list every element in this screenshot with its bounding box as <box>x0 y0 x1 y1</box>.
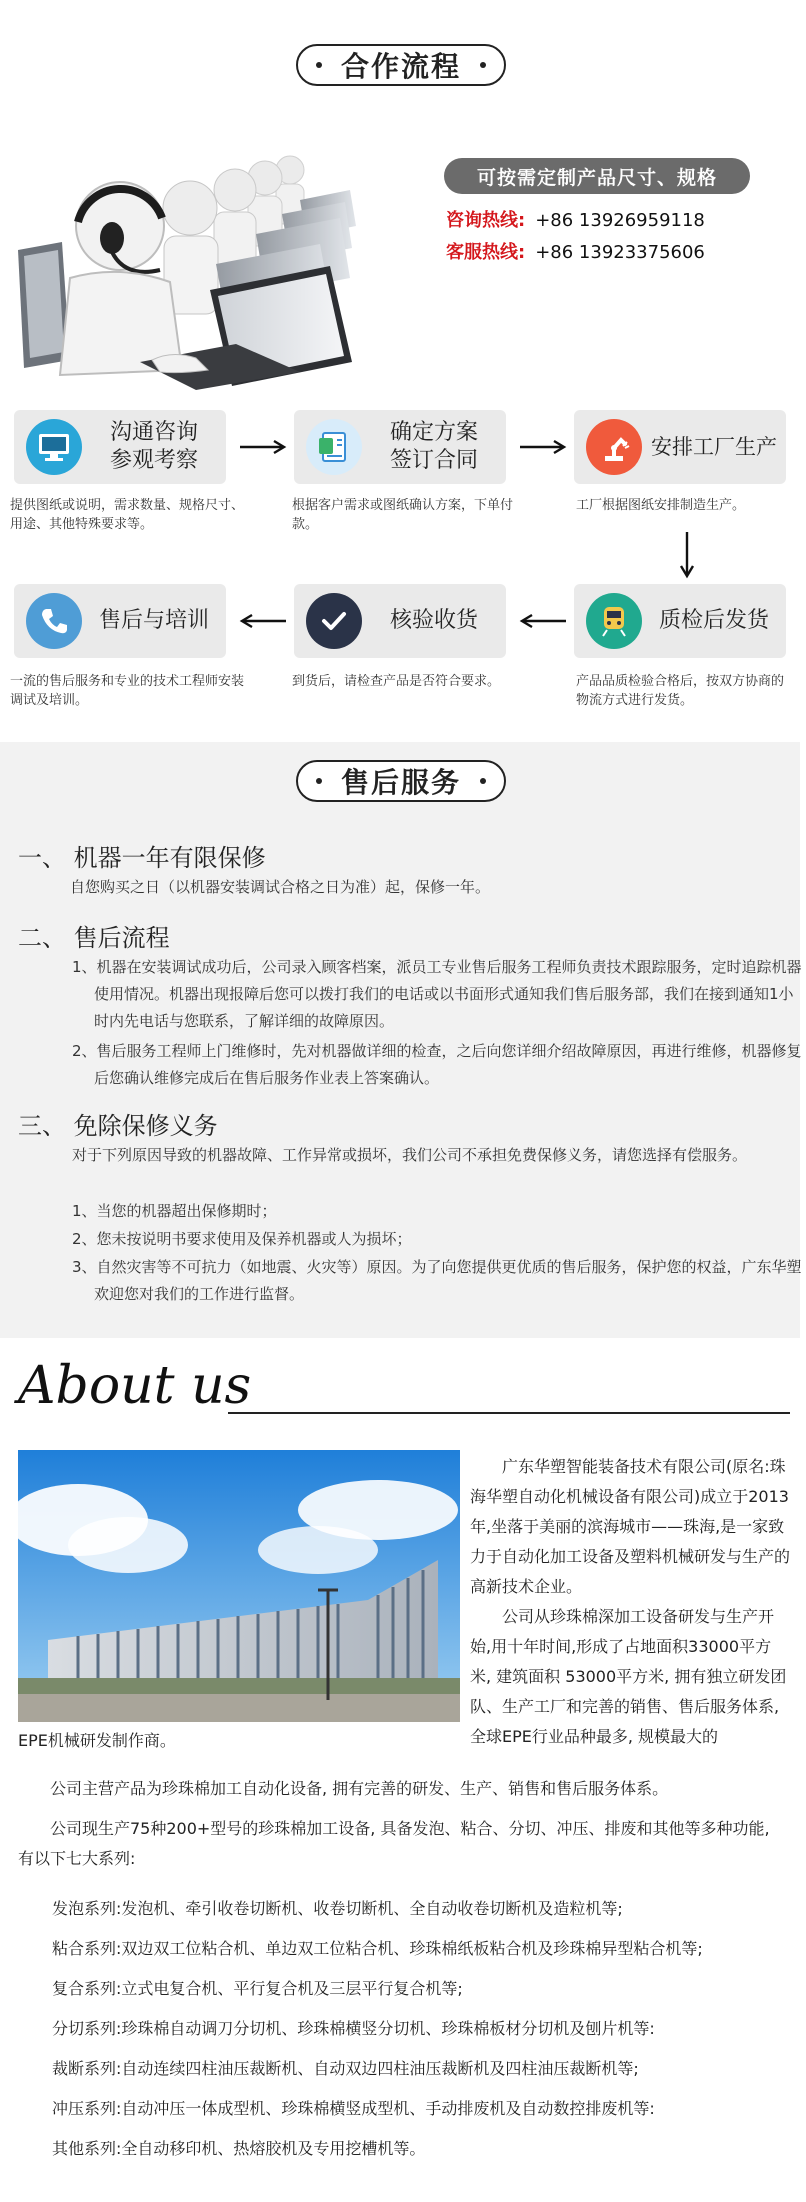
arrow-left-icon <box>238 612 288 630</box>
step-title-line: 参观考察 <box>109 448 198 473</box>
about-paragraph-2-tail: EPE机械研发制作商。 <box>18 1731 176 1750</box>
about-paragraph-2a <box>470 1602 790 1746</box>
exemption-item: 3、自然灾害等不可抗力（如地震、火灾等）原因。为了向您提供更优质的售后服务，保护您的权益，广东华塑欢迎您对我们的工作进行监督。 <box>72 1258 802 1303</box>
series-item: 复合系列:立式电复合机、平行复合机及三层平行复合机等; <box>52 1979 463 1998</box>
step-production <box>574 410 786 484</box>
step-title-line: 签订合同 <box>389 448 478 473</box>
customer-service-illustration <box>0 100 460 390</box>
step-receive-title: 核验收货 <box>389 608 478 633</box>
step-plan-title <box>362 419 506 475</box>
step-plan-desc: 根据客户需求或图纸确认方案，下单付款。 <box>292 498 514 532</box>
about-title-underline <box>228 1412 790 1414</box>
exemption-item: 1、当您的机器超出保修期时； <box>72 1202 277 1220</box>
step-aftersales-desc: 一流的售后服务和专业的技术工程师安装调试及培训。 <box>10 674 245 708</box>
bullet-dot-icon <box>316 62 322 68</box>
arrow-left-icon <box>518 612 568 630</box>
company-building-photo <box>18 1450 460 1722</box>
bullet-dot-icon <box>316 778 322 784</box>
about-title: About us <box>18 1356 252 1416</box>
series-item: 粘合系列:双边双工位粘合机、单边双工位粘合机、珍珠棉纸板粘合机及珍珠棉异型粘合机等; <box>52 1939 703 1958</box>
exemption-intro: 对于下列原因导致的机器故障、工作异常或损坏，我们公司不承担免费保修义务，请您选择有偿服务。 <box>72 1146 748 1164</box>
step-aftersales <box>14 584 226 658</box>
warranty-text: 自您购买之日（以机器安装调试合格之日为准）起，保修一年。 <box>70 878 491 896</box>
checkmark-icon <box>306 593 362 649</box>
document-icon <box>306 419 362 475</box>
service-hotline-label: 客服热线: <box>446 242 526 263</box>
step-production-desc: 工厂根据图纸安排制造生产。 <box>576 498 746 513</box>
consult-hotline-label: 咨询热线: <box>446 210 526 231</box>
series-item: 分切系列:珍珠棉自动调刀分切机、珍珠棉横竖分切机、珍珠棉板材分切机及刨片机等: <box>52 2019 655 2038</box>
step-consult-title <box>82 419 226 475</box>
step-title-line: 确定方案 <box>389 420 478 445</box>
service-hotline <box>446 238 705 264</box>
consult-hotline <box>446 206 705 232</box>
consult-hotline-number[interactable]: +86 13926959118 <box>535 210 705 231</box>
train-icon <box>586 593 642 649</box>
series-item: 其他系列:全自动移印机、热熔胶机及专用挖槽机等。 <box>52 2139 426 2158</box>
series-item: 发泡系列:发泡机、牵引收卷切断机、收卷切断机、全自动收卷切断机及造粒机等; <box>52 1899 623 1918</box>
arrow-down-icon <box>678 530 696 580</box>
step-aftersales-title: 售后与培训 <box>98 608 209 633</box>
about-paragraph-4: 公司现生产75种200+型号的珍珠棉加工设备, 具备发泡、粘合、分切、冲压、排废和其他等多种功能, 有以下七大系列: <box>18 1819 770 1868</box>
after-sales-header <box>296 760 506 802</box>
phone-icon <box>26 593 82 649</box>
bullet-dot-icon <box>480 62 486 68</box>
step-consult <box>14 410 226 484</box>
about-paragraph-1: 广东华塑智能装备技术有限公司(原名:珠海华塑自动化机械设备有限公司)成立于2013年,坐落于美丽的滨海城市——珠海,是一家致力于自动化加工设备及塑料机械研发与生产的高新技术企业。 <box>470 1457 791 1596</box>
step-production-title: 安排工厂生产 <box>651 435 777 459</box>
step-plan <box>294 410 506 484</box>
step-shipping-title: 质检后发货 <box>658 608 769 633</box>
arrow-right-icon <box>518 438 568 456</box>
series-item: 冲压系列:自动冲压一体成型机、珍珠棉横竖成型机、手动排废机及自动数控排废机等: <box>52 2099 655 2118</box>
exemption-heading: 三、 免除保修义务 <box>18 1112 218 1140</box>
process-item: 1、机器在安装调试成功后，公司录入顾客档案，派员工专业售后服务工程师负责技术跟踪服务，定时追踪机器使用情况。机器出现报障后您可以拨打我们的电话或以书面形式通知我们售后服务部，我们在接到通知1小时内先电话与您联系，了解详细的故障原因。 <box>72 958 802 1030</box>
exemption-item: 2、您未按说明书要求使用及保养机器或人为损坏； <box>72 1230 412 1248</box>
step-shipping <box>574 584 786 658</box>
after-sales-title: 售后服务 <box>340 766 461 799</box>
series-item: 裁断系列:自动连续四柱油压裁断机、自动双边四柱油压裁断机及四柱油压裁断机等; <box>52 2059 639 2078</box>
step-receive <box>294 584 506 658</box>
process-item: 2、售后服务工程师上门维修时，先对机器做详细的检查，之后向您详细介绍故障原因，再进行维修，机器修复后您确认维修完成后在售后服务作业表上答案确认。 <box>72 1042 802 1087</box>
step-receive-desc: 到货后，请检查产品是否符合要求。 <box>292 674 501 689</box>
cooperation-header <box>296 44 506 86</box>
robot-arm-icon <box>586 419 642 475</box>
cooperation-title: 合作流程 <box>340 50 461 83</box>
bullet-dot-icon <box>480 778 486 784</box>
arrow-right-icon <box>238 438 288 456</box>
step-title-line: 沟通咨询 <box>109 420 198 445</box>
step-shipping-desc: 产品品质检验合格后，按双方协商的物流方式进行发货。 <box>576 674 785 708</box>
step-consult-desc: 提供图纸或说明，需求数量、规格尺寸、用途、其他特殊要求等。 <box>10 498 245 532</box>
service-hotline-number[interactable]: +86 13923375606 <box>535 242 705 263</box>
about-paragraph-3: 公司主营产品为珍珠棉加工自动化设备, 拥有完善的研发、生产、销售和售后服务体系。 <box>50 1779 669 1798</box>
customization-banner: 可按需定制产品尺寸、规格 <box>444 158 750 194</box>
warranty-heading: 一、 机器一年有限保修 <box>18 844 266 872</box>
about-paragraph-2-text: 公司从珍珠棉深加工设备研发与生产开始,用十年时间,形成了占地面积33000平方米, 建筑面积 53000平方米, 拥有独立研发团队、生产工厂和完善的销售、售后服务体系, 全球EPE行业品种最多, 规模最大的 <box>470 1607 787 1746</box>
process-heading: 二、 售后流程 <box>18 924 170 952</box>
computer-icon <box>26 419 82 475</box>
